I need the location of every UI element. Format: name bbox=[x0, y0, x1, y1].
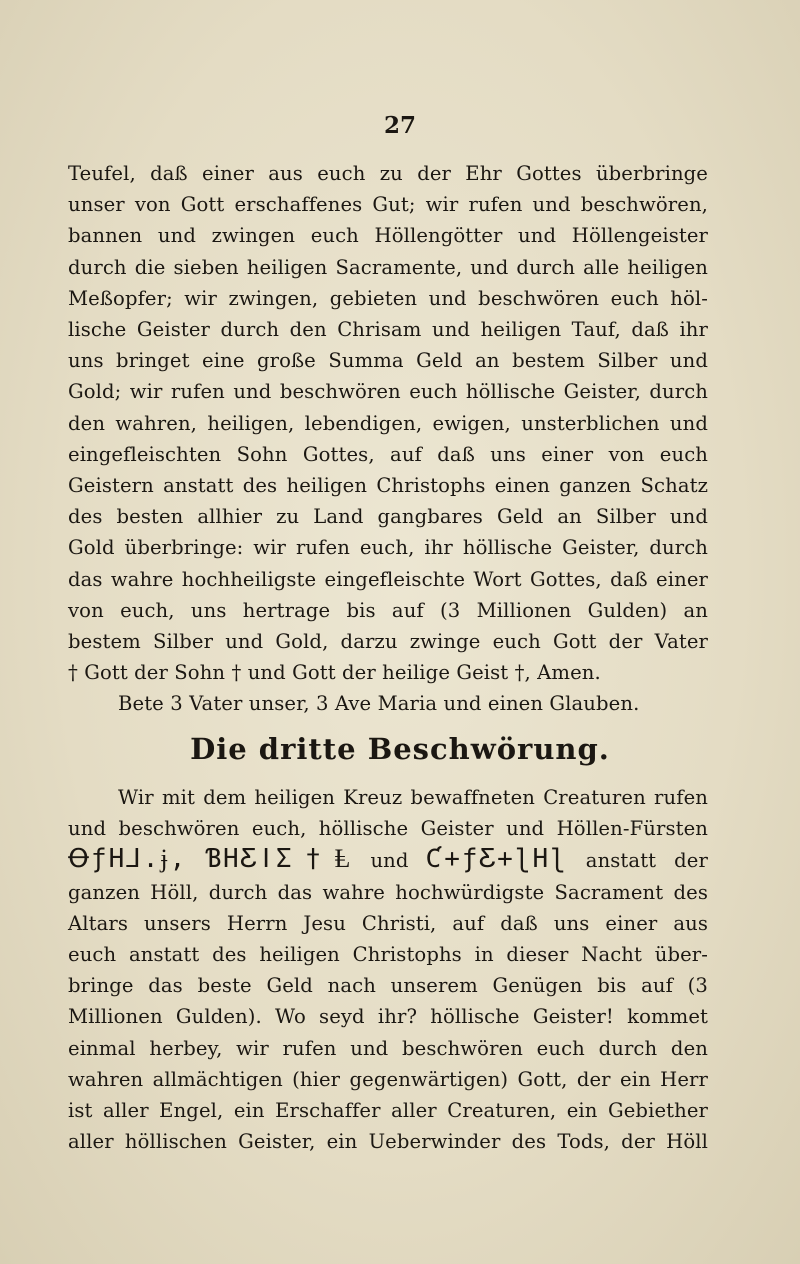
connector-word: anstatt der bbox=[585, 849, 708, 873]
sigil-glyph: Ƈ+ƒƸ+ɭHɭ bbox=[426, 844, 568, 875]
connector-word: und bbox=[370, 849, 409, 873]
text-line: eingefleischten Sohn Gottes, auf daß uns einer von euch bbox=[68, 442, 708, 466]
text-line: euch anstatt des heiligen Christophs in dieser Nacht über- bbox=[68, 943, 708, 967]
page-number: 27 bbox=[383, 112, 416, 139]
text-line: Altars unsers Herrn Jesu Christi, auf daß uns einer aus bbox=[68, 911, 708, 935]
text-line: wahren allmächtigen (hier gegenwärtigen) Gott, der ein Herr bbox=[68, 1067, 708, 1091]
text-line: Geistern anstatt des heiligen Christophs einen ganzen Schatz bbox=[68, 474, 708, 498]
text-line: Teufel, daß einer aus euch zu der Ehr Gottes überbringe bbox=[68, 162, 708, 185]
text-line: von euch, uns hertrage bis auf (3 Millionen Gulden) an bbox=[68, 598, 708, 622]
text-line: und beschwören euch, höllische Geister und Höllen-Fürsten bbox=[68, 817, 708, 841]
text-line: bringe das beste Geld nach unserem Genügen bis auf (3 bbox=[68, 974, 708, 998]
sigil-glyph: ƁHƸǀƩ†Ⱡ bbox=[205, 844, 353, 875]
text-line: Wir mit dem heiligen Kreuz bewaffneten Creaturen rufen bbox=[118, 786, 708, 809]
prayer-instruction: Bete 3 Vater unser, 3 Ave Maria und einen Glauben. bbox=[118, 692, 640, 716]
sigil-glyph: ꝊƒH⅃.ɉ, bbox=[68, 844, 188, 875]
sigil-line bbox=[68, 844, 708, 876]
text-line: ganzen Höll, durch das wahre hochwürdigste Sacrament des bbox=[68, 880, 708, 904]
text-line: unser von Gott erschaffenes Gut; wir rufen und beschwören, bbox=[68, 193, 708, 217]
text-line: einmal herbey, wir rufen und beschwören euch durch den bbox=[68, 1036, 708, 1060]
text-line: ist aller Engel, ein Erschaffer aller Creaturen, ein Gebiether bbox=[68, 1099, 708, 1123]
text-line: lische Geister durch den Chrisam und heiligen Tauf, daß ihr bbox=[68, 318, 708, 342]
text-line: des besten allhier zu Land gangbares Geld an Silber und bbox=[68, 505, 708, 529]
text-line: uns bringet eine große Summa Geld an bestem Silber und bbox=[68, 349, 708, 373]
section-heading: Die dritte Beschwörung. bbox=[190, 732, 610, 766]
text-line: Gold; wir rufen und beschwören euch höllische Geister, durch bbox=[68, 380, 708, 404]
paragraph-invocation bbox=[68, 158, 708, 720]
text-line: den wahren, heiligen, lebendigen, ewigen, unsterblichen und bbox=[68, 411, 708, 435]
text-line: Meßopfer; wir zwingen, gebieten und beschwören euch höl- bbox=[68, 286, 708, 310]
text-line: † Gott der Sohn † und Gott der heilige Geist †, Amen. bbox=[68, 661, 601, 685]
text-line: das wahre hochheiligste eingefleischte Wort Gottes, daß einer bbox=[68, 567, 708, 591]
text-line: bestem Silber und Gold, darzu zwinge euch Gott der Vater bbox=[68, 630, 708, 654]
paragraph-third-conjuration bbox=[68, 782, 708, 1157]
text-line: bannen und zwingen euch Höllengötter und Höllengeister bbox=[68, 224, 708, 248]
text-line: Millionen Gulden). Wo seyd ihr? höllische Geister! kommet bbox=[68, 1005, 708, 1029]
text-line: durch die sieben heiligen Sacramente, und durch alle heiligen bbox=[68, 255, 708, 279]
text-line: aller höllischen Geister, ein Ueberwinder des Tods, der Höll bbox=[68, 1130, 708, 1154]
text-line: Gold überbringe: wir rufen euch, ihr höllische Geister, durch bbox=[68, 536, 708, 560]
